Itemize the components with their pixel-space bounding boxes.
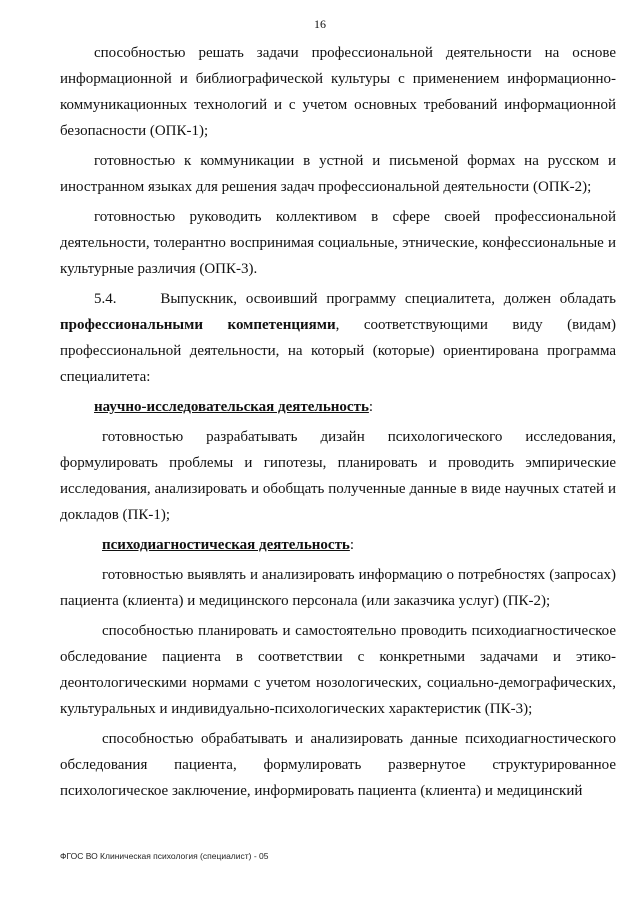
bold-term: профессиональными компетенциями (60, 317, 336, 333)
paragraph-opk2: готовностью к коммуникации в устной и письменой формах на русском и иностранном языках для решения задач профессиональной деятельности (ОПК-2); (60, 153, 616, 195)
clause-number: 5.4. (94, 291, 117, 307)
section-heading-psychodiagnostic (60, 532, 616, 558)
document-body (60, 40, 616, 804)
clause-text-b: , соответствующими виду (видам) профессиональной деятельности, на который (которые) ориентирована программа специалитета: (60, 317, 616, 385)
heading-colon: : (368, 399, 374, 415)
paragraph-5-4 (60, 286, 616, 390)
clause-text-a: Выпускник, освоивший программу специалитета, должен обладать (160, 291, 616, 307)
paragraph-pk1: готовностью разрабатывать дизайн психологического исследования, формулировать проблемы и гипотезы, планировать и проводить эмпирические исследования, анализировать и обобщать полученные данные в виде научных статей и докладов (ПК-1); (60, 429, 616, 523)
paragraph-pk4: способностью обрабатывать и анализировать данные психодиагностического обследования пациента, формулировать развернутое структурированное психологическое заключение, информировать пациента (клиента) и медицинский (60, 731, 616, 799)
paragraph-pk3: способностью планировать и самостоятельно проводить психодиагностическое обследование пациента в соответствии с конкретными задачами и этико-деонтологическими нормами с учетом нозологических, социально-демографических, культуральных и индивидуально-психологических характеристик (ПК-3); (60, 623, 616, 717)
section-heading-research (60, 394, 616, 420)
paragraph-opk1: способностью решать задачи профессиональной деятельности на основе информационной и библиографической культуры с применением информационно-коммуникационных технологий и с учетом основных требований информационной безопасности (ОПК-1); (60, 45, 616, 139)
heading-psychodiagnostic-text: психодиагностическая деятельность (102, 537, 350, 553)
page-number: 16 (314, 17, 326, 31)
heading-colon: : (349, 537, 355, 553)
document-footer: ФГОС ВО Клиническая психология (специалист) - 05 (60, 851, 269, 861)
paragraph-opk3: готовностью руководить коллективом в сфере своей профессиональной деятельности, толерантно воспринимая социальные, этнические, конфессиональные и культурные различия (ОПК-3). (60, 209, 616, 277)
paragraph-pk2: готовностью выявлять и анализировать информацию о потребностях (запросах) пациента (клиента) и медицинского персонала (или заказчика услуг) (ПК-2); (60, 567, 616, 609)
heading-research-text: научно-исследовательская деятельность (94, 399, 369, 415)
